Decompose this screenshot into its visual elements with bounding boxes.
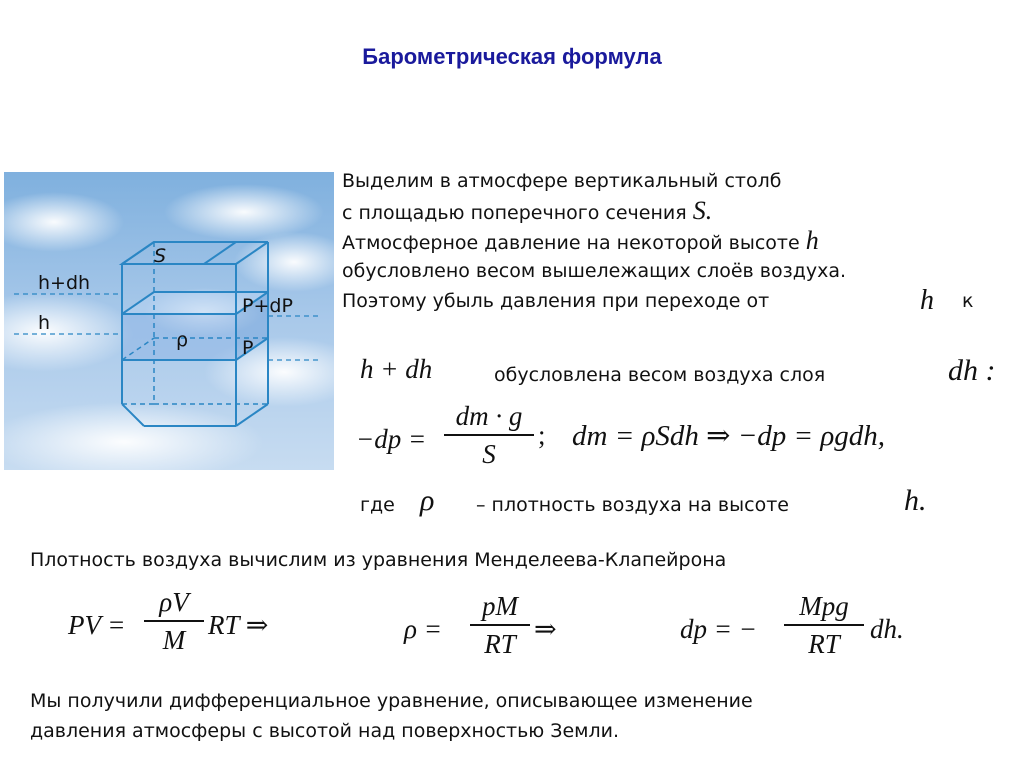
intro-line-4: обусловлено весом вышележащих слоёв воздуха. [342, 260, 847, 282]
conclusion-line-2: давления атмосферы с высотой над поверхностью Земли. [30, 720, 620, 742]
eq1-numerator: dm · g [455, 401, 523, 431]
eq2b-numerator: pM [482, 591, 518, 621]
intro-line-5-tail: к [962, 290, 974, 312]
where-prefix: где [360, 494, 395, 516]
label-rho: ρ [176, 329, 189, 351]
eq2b-fraction-bar [470, 624, 530, 626]
eq1-lhs: −dp = [356, 424, 427, 454]
symbol-dh: dh : [948, 354, 996, 387]
eq2b-denominator: RT [484, 629, 516, 659]
eq2b-fraction [470, 590, 530, 660]
mendeleev-line: Плотность воздуха вычислим из уравнения Менделеева-Клапейрона [30, 549, 727, 571]
eq2a-numerator: ρV [159, 587, 189, 617]
eq2a-fraction [144, 586, 204, 656]
eq2b-lhs: ρ = [404, 614, 442, 644]
intro-line-5: Поэтому убыль давления при переходе от [342, 290, 770, 312]
label-P: P [242, 337, 254, 359]
conclusion-line-1: Мы получили дифференциальное уравнение, описывающее изменение [30, 690, 753, 712]
label-S: S [154, 245, 167, 267]
eq2a-fraction-bar [144, 620, 204, 622]
where-text: – плотность воздуха на высоте [476, 494, 789, 516]
eq2a-lhs: PV = [68, 610, 126, 640]
column-illustration [4, 172, 334, 470]
intro-line-2-text: с площадью поперечного сечения [342, 202, 687, 224]
intro-line-1: Выделим в атмосфере вертикальный столб [342, 170, 782, 192]
eq2c-denominator: RT [808, 629, 840, 659]
symbol-h-height: h. [904, 484, 927, 517]
eq1-rhs: dm = ρSdh ⇒ −dp = ρgdh, [572, 420, 886, 452]
expr-h-plus-dh [360, 354, 432, 385]
label-h: h [38, 312, 51, 334]
eq2c-lhs: dp = − [680, 614, 757, 644]
symbol-h: h [805, 226, 819, 255]
symbol-S: S. [692, 196, 713, 225]
eq2c-fraction [784, 590, 864, 660]
eq1-denominator: S [482, 439, 496, 469]
symbol-h-from: h [920, 285, 934, 316]
column-diagram [4, 172, 334, 470]
intro-line-3 [342, 226, 819, 258]
eq2c-fraction-bar [784, 624, 864, 626]
eq2a-denominator: M [162, 625, 186, 655]
expr-h-plus-dh-text: h + dh [360, 354, 433, 384]
symbol-rho: ρ [420, 484, 435, 517]
eq2b-rhs: ⇒ [534, 614, 557, 644]
page-title: Барометрическая формула [362, 44, 662, 69]
label-P-plus-dP: P+dP [242, 295, 293, 317]
eq1-fraction-bar [444, 434, 534, 436]
eq1-separator: ; [538, 420, 546, 450]
eq1-fraction [444, 400, 534, 470]
intro-line-3-text: Атмосферное давление на некоторой высоте [342, 232, 800, 254]
label-h-plus-dh: h+dh [38, 272, 91, 294]
eq2c-rhs: dh. [870, 614, 904, 644]
eq2c-numerator: Mpg [799, 591, 849, 621]
intro-line-2 [342, 196, 712, 228]
row1-text: обусловлена весом воздуха слоя [494, 364, 826, 386]
eq2a-rhs: RT ⇒ [208, 610, 269, 640]
